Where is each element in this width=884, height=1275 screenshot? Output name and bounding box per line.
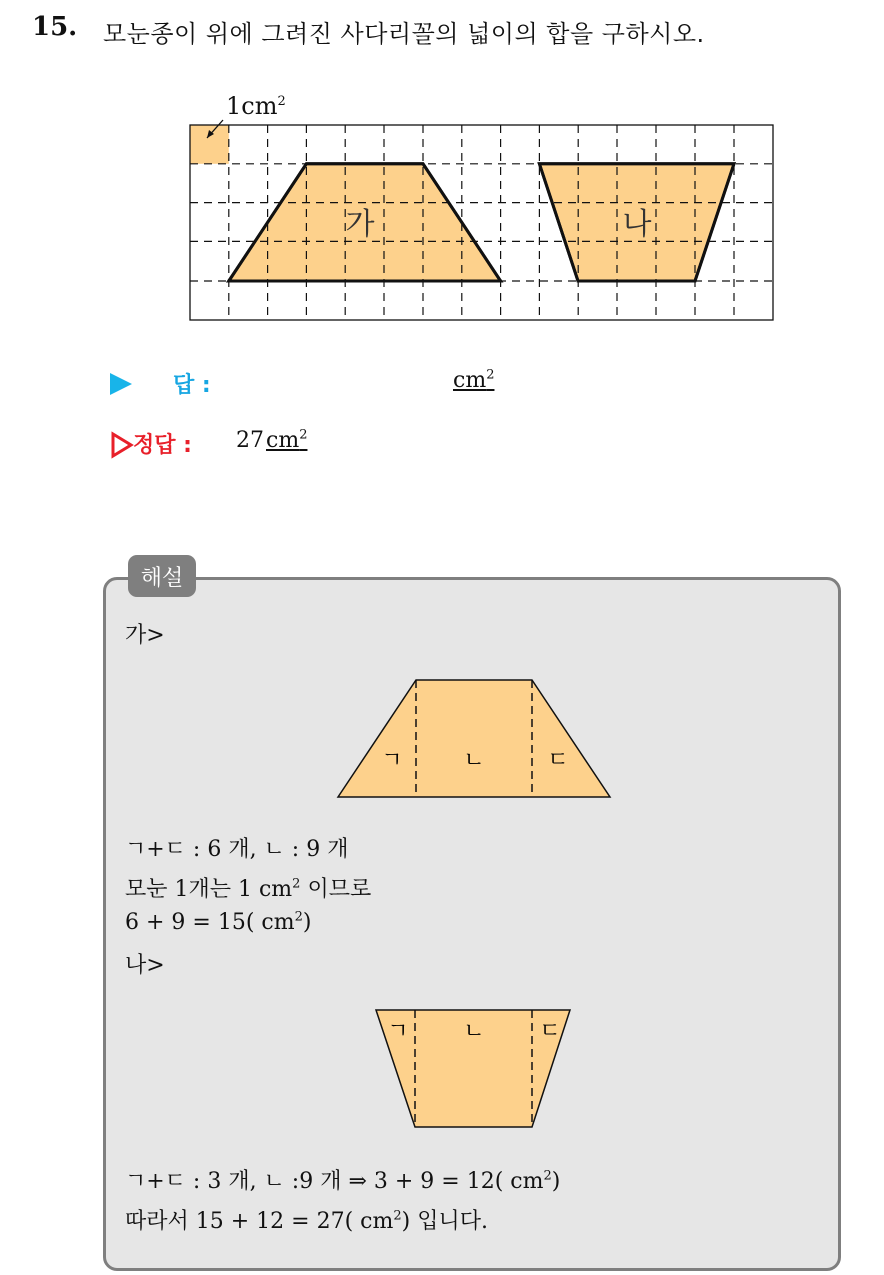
question-text: 모눈종이 위에 그려진 사다리꼴의 넓이의 합을 구하시오.	[103, 20, 705, 48]
part-b-piece-1: ㄱ	[387, 1019, 409, 1044]
answer-row	[110, 368, 132, 400]
correct-value: $27cm^2$	[236, 427, 308, 453]
part-a-line2: 모눈 1개는 1 $cm^2$ 이므로	[125, 876, 372, 902]
part-b-diagram	[370, 1004, 580, 1134]
unit-label: $1cm^2$	[226, 92, 286, 120]
part-b-line1: ㄱ+ㄷ : 3 개, ㄴ :9 개 ⇒ 3 + 9 = 12( $cm^2$)	[125, 1168, 561, 1194]
answer-label: 답 :	[173, 373, 211, 398]
part-a-piece-2: ㄴ	[463, 748, 485, 773]
answer-unit[interactable]: $cm^2$	[453, 367, 495, 393]
part-a-piece-3: ㄷ	[547, 748, 569, 773]
solution-tab: 해설	[128, 555, 196, 597]
part-b-piece-3: ㄷ	[539, 1019, 561, 1044]
outline-triangle-icon	[110, 430, 134, 460]
part-a-diagram	[330, 672, 620, 807]
part-b-line2: 따라서 15 + 12 = 27( $cm^2$) 입니다.	[125, 1208, 488, 1234]
part-b-piece-2: ㄴ	[463, 1019, 485, 1044]
grid-figure	[185, 100, 785, 330]
part-a-line3: 6 + 9 = 15( $cm^2$)	[125, 909, 312, 935]
part-a-line1: ㄱ+ㄷ : 6 개, ㄴ : 9 개	[125, 837, 349, 862]
play-triangle-icon	[110, 373, 132, 395]
shape-b-label: 나	[622, 207, 652, 242]
correct-label: 정답 :	[133, 433, 192, 458]
question-number: 15.	[32, 12, 78, 42]
part-b-label: 나>	[125, 953, 165, 978]
shape-a-label: 가	[345, 207, 375, 242]
part-a-piece-1: ㄱ	[381, 748, 403, 773]
part-a-label: 가>	[125, 623, 165, 648]
part-a-trapezoid	[338, 680, 610, 797]
